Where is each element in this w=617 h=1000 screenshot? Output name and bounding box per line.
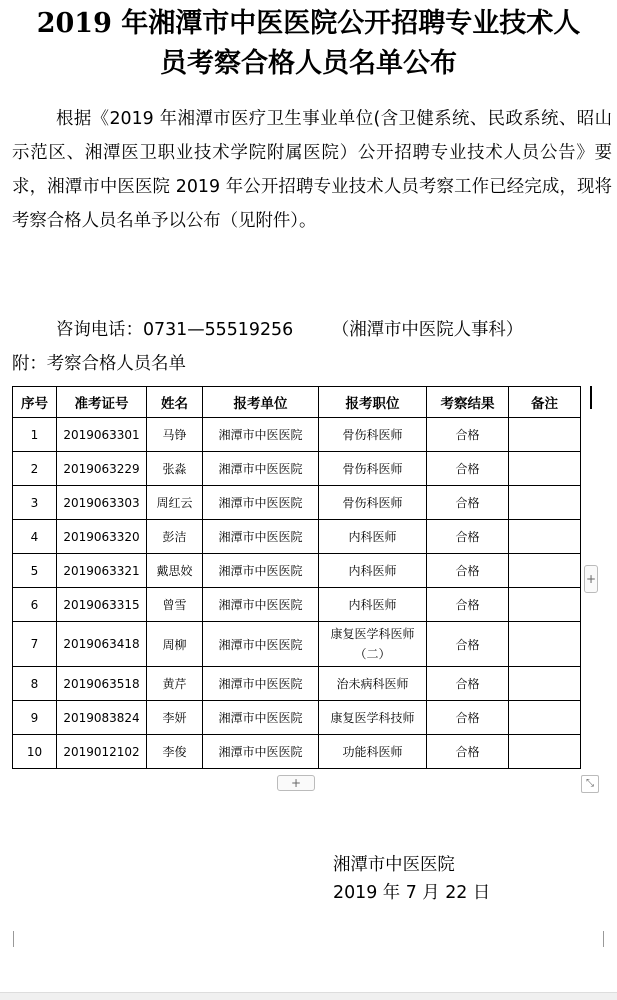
cell-position[interactable]: 治未病科医师 [319,667,427,701]
cell-unit[interactable]: 湘潭市中医医院 [203,520,319,554]
table-row [13,622,581,667]
cell-name[interactable]: 周红云 [147,486,203,520]
cell-result[interactable]: 合格 [427,735,509,769]
text-cursor [590,386,592,409]
cell-seq[interactable]: 6 [13,588,57,622]
header-result: 考察结果 [427,387,509,418]
cell-exam-id[interactable]: 2019063518 [57,667,147,701]
header-exam-id: 准考证号 [57,387,147,418]
table-header-row [13,387,581,418]
cell-result[interactable]: 合格 [427,622,509,667]
candidates-table [12,386,581,769]
cell-name[interactable]: 李俊 [147,735,203,769]
cell-remark[interactable] [509,418,581,452]
cell-name[interactable]: 彭洁 [147,520,203,554]
cell-result[interactable]: 合格 [427,588,509,622]
cell-seq[interactable]: 9 [13,701,57,735]
table-row [13,667,581,701]
signature-date: 2019 年 7 月 22 日 [333,883,491,903]
cell-name[interactable]: 黄芹 [147,667,203,701]
page-corner-mark-right [603,931,614,947]
cell-position[interactable]: 骨伤科医师 [319,486,427,520]
cell-position[interactable]: 功能科医师 [319,735,427,769]
cell-position[interactable]: 骨伤科医师 [319,418,427,452]
contact-phone: 0731—55519256 [142,320,294,340]
cell-seq[interactable]: 2 [13,452,57,486]
cell-name[interactable]: 张淼 [147,452,203,486]
contact-label: 咨询电话： [56,320,143,340]
cell-remark[interactable] [509,735,581,769]
cell-name[interactable]: 戴思姣 [147,554,203,588]
cell-name[interactable]: 曾雪 [147,588,203,622]
table-row [13,418,581,452]
signature-block [333,851,490,907]
title-line-1: 2019 年湘潭市中医医院公开招聘专业技术人 [36,8,581,39]
cell-unit[interactable]: 湘潭市中医医院 [203,588,319,622]
cell-seq[interactable]: 3 [13,486,57,520]
cell-unit[interactable]: 湘潭市中医医院 [203,701,319,735]
cell-remark[interactable] [509,622,581,667]
cell-position[interactable]: 内科医师 [319,588,427,622]
table-row [13,486,581,520]
cell-remark[interactable] [509,667,581,701]
cell-unit[interactable]: 湘潭市中医医院 [203,735,319,769]
signature-org: 湘潭市中医医院 [333,855,455,875]
cell-remark[interactable] [509,520,581,554]
table-row [13,452,581,486]
cell-result[interactable]: 合格 [427,418,509,452]
table-row [13,554,581,588]
table-row [13,520,581,554]
cell-unit[interactable]: 湘潭市中医医院 [203,452,319,486]
cell-exam-id[interactable]: 2019063229 [57,452,147,486]
cell-unit[interactable]: 湘潭市中医医院 [203,622,319,667]
table-row [13,735,581,769]
cell-result[interactable]: 合格 [427,701,509,735]
cell-name[interactable]: 周柳 [147,622,203,667]
cell-seq[interactable]: 7 [13,622,57,667]
cell-position[interactable]: 骨伤科医师 [319,452,427,486]
cell-exam-id[interactable]: 2019083824 [57,701,147,735]
cell-name[interactable]: 马铮 [147,418,203,452]
cell-seq[interactable]: 1 [13,418,57,452]
contact-line [56,313,606,347]
cell-exam-id[interactable]: 2019063321 [57,554,147,588]
header-position: 报考职位 [319,387,427,418]
cell-remark[interactable] [509,554,581,588]
attachment-label: 附：考察合格人员名单 [12,354,186,374]
contact-dept: （湘潭市中医院人事科） [331,320,524,340]
cell-name[interactable]: 李妍 [147,701,203,735]
cell-seq[interactable]: 4 [13,520,57,554]
header-name: 姓名 [147,387,203,418]
cell-unit[interactable]: 湘潭市中医医院 [203,486,319,520]
table-row [13,588,581,622]
cell-remark[interactable] [509,452,581,486]
cell-remark[interactable] [509,486,581,520]
cell-unit[interactable]: 湘潭市中医医院 [203,667,319,701]
cell-unit[interactable]: 湘潭市中医医院 [203,418,319,452]
cell-seq[interactable]: 8 [13,667,57,701]
cell-result[interactable]: 合格 [427,486,509,520]
document-title [0,4,617,84]
cell-seq[interactable]: 10 [13,735,57,769]
title-line-2: 员考察合格人员名单公布 [160,48,457,79]
cell-result[interactable]: 合格 [427,667,509,701]
header-remark: 备注 [509,387,581,418]
page-corner-mark-left [3,931,14,947]
cell-result[interactable]: 合格 [427,452,509,486]
table-resize-handle[interactable]: ⤡ [581,775,599,793]
table-row [13,701,581,735]
cell-exam-id[interactable]: 2019063315 [57,588,147,622]
cell-result[interactable]: 合格 [427,520,509,554]
cell-position[interactable]: 内科医师 [319,520,427,554]
cell-exam-id[interactable]: 2019063320 [57,520,147,554]
cell-seq[interactable]: 5 [13,554,57,588]
cell-exam-id[interactable]: 2019012102 [57,735,147,769]
cell-exam-id[interactable]: 2019063301 [57,418,147,452]
cell-exam-id[interactable]: 2019063303 [57,486,147,520]
cell-position[interactable]: 康复医学科技师 [319,701,427,735]
cell-position[interactable]: 内科医师 [319,554,427,588]
cell-exam-id[interactable]: 2019063418 [57,622,147,667]
body-paragraph: 根据《2019 年湘潭市医疗卫生事业单位(含卫健系统、民政系统、昭山示范区、湘潭医卫职业技术学院附属医院）公开招聘专业技术人员公告》要求，湘潭市中医医院 2019 年公开招聘专业技术人员考察工作已经完成，现将考察合格人员名单予以公布（见附件）。 [12,109,612,231]
cell-result[interactable]: 合格 [427,554,509,588]
cell-unit[interactable]: 湘潭市中医医院 [203,554,319,588]
header-seq: 序号 [13,387,57,418]
cell-remark[interactable] [509,588,581,622]
add-column-button[interactable]: + [584,565,598,593]
cell-position[interactable]: 康复医学科医师（二） [319,622,427,667]
add-row-button[interactable]: + [277,775,315,791]
cell-remark[interactable] [509,701,581,735]
header-unit: 报考单位 [203,387,319,418]
